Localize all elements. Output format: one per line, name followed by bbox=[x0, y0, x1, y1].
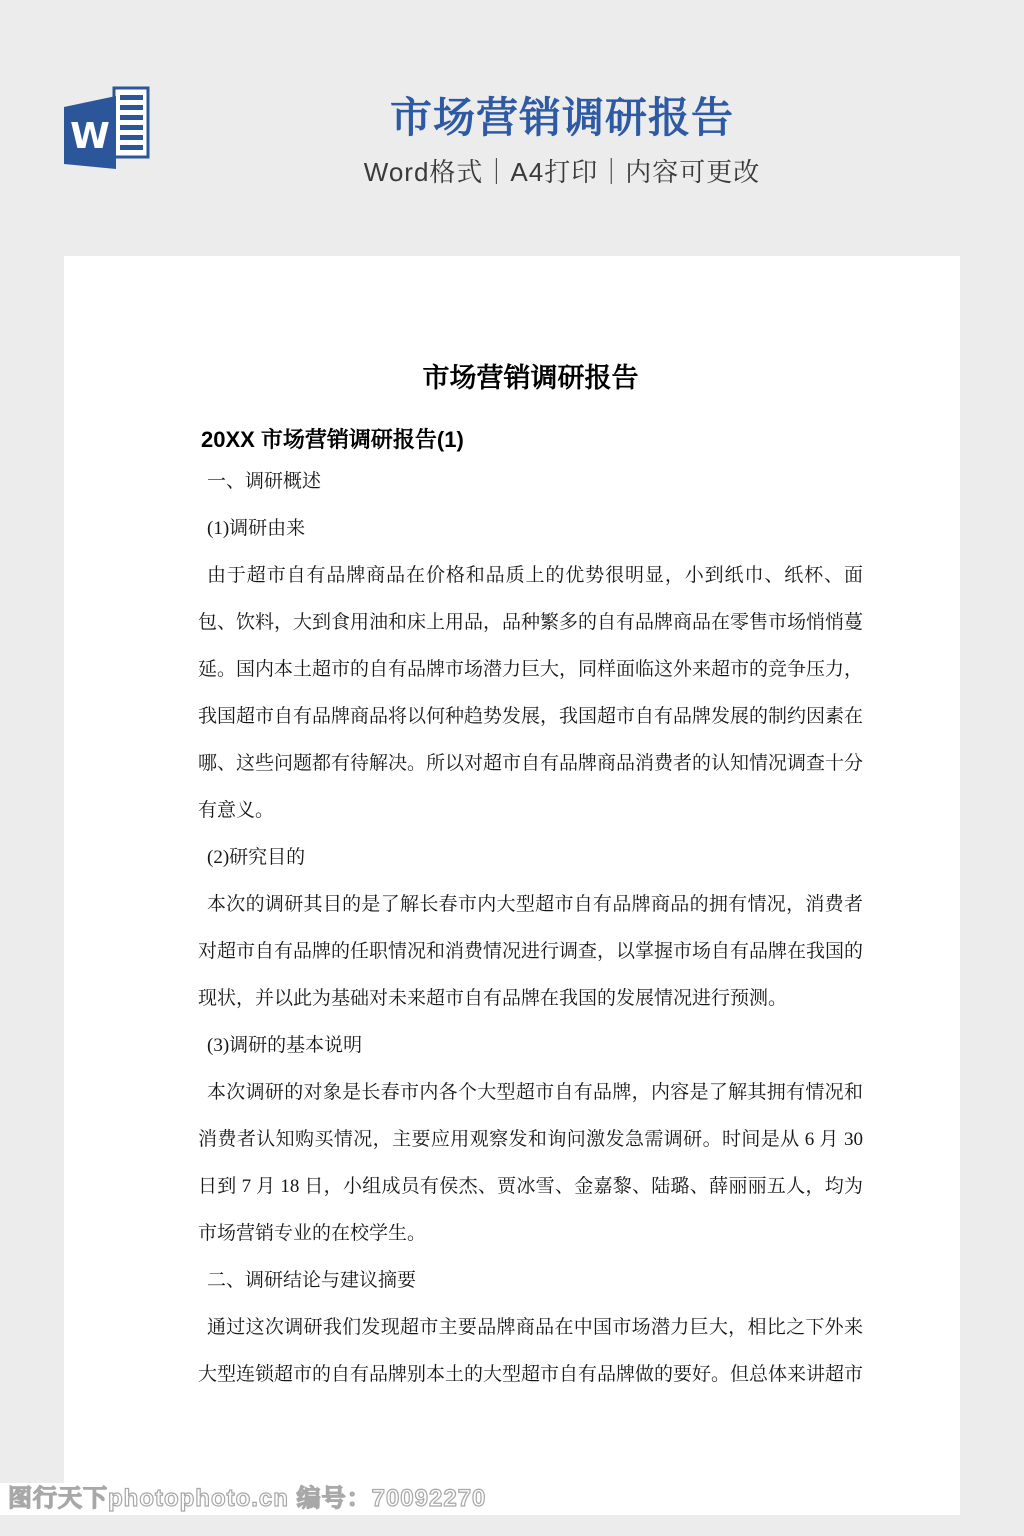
body-paragraph: 本次的调研其目的是了解长春市内大型超市自有品牌商品的拥有情况，消费者对超市自有品牌的任职情况和消费情况进行调查，以掌握市场自有品牌在我国的现状，并以此为基础对未来超市自有品牌在我国的发展情况进行预测。 bbox=[198, 894, 864, 1009]
body-paragraph: 通过这次调研我们发现超市主要品牌商品在中国市场潜力巨大，相比之下外来大型连锁超市的自有品牌别本土的大型超市自有品牌做的要好。但总体来讲超市 bbox=[198, 1317, 864, 1385]
section-line: 一、调研概述 bbox=[207, 471, 322, 492]
watermark-bar bbox=[0, 1483, 960, 1515]
section-line: 二、调研结论与建议摘要 bbox=[207, 1270, 417, 1291]
header-title: 市场营销调研报告 bbox=[389, 94, 734, 141]
body-paragraph: 本次调研的对象是长春市内各个大型超市自有品牌，内容是了解其拥有情况和消费者认知购买情况，主要应用观察发和询问激发急需调研。时间是从 6 月 30 日到 7 月 18 日，小组成员有侯杰、贾冰雪、金嘉黎、陆璐、薛丽丽五人，均为市场营销专业的在校学生。 bbox=[198, 1082, 863, 1244]
body-paragraph: 由于超市自有品牌商品在价格和品质上的优势很明显，小到纸巾、纸杯、面包、饮料，大到食用油和床上用品，品种繁多的自有品牌商品在零售市场悄悄蔓延。国内本土超市的自有品牌市场潜力巨大，同样面临这外来超市的竞争压力，我国超市自有品牌商品将以何种趋势发展，我国超市自有品牌发展的制约因素在哪、这些问题都有待解决。所以对超市自有品牌商品消费者的认知情况调查十分有意义。 bbox=[198, 565, 864, 821]
svg-text:W: W bbox=[70, 116, 110, 157]
header bbox=[100, 94, 1024, 187]
document-page bbox=[64, 256, 960, 1515]
header-subtitle: Word格式｜A4打印｜内容可更改 bbox=[363, 157, 761, 187]
document-title: 市场营销调研报告 bbox=[422, 363, 639, 393]
section-line: (1)调研由来 bbox=[207, 518, 306, 539]
document-body bbox=[198, 458, 863, 1398]
document-heading: 20XX 市场营销调研报告(1) bbox=[201, 427, 464, 452]
section-line: (3)调研的基本说明 bbox=[207, 1035, 363, 1056]
watermark-text: 图行天下photophoto.cn 编号：70092270 bbox=[8, 1485, 487, 1512]
section-line: (2)研究目的 bbox=[207, 847, 306, 868]
